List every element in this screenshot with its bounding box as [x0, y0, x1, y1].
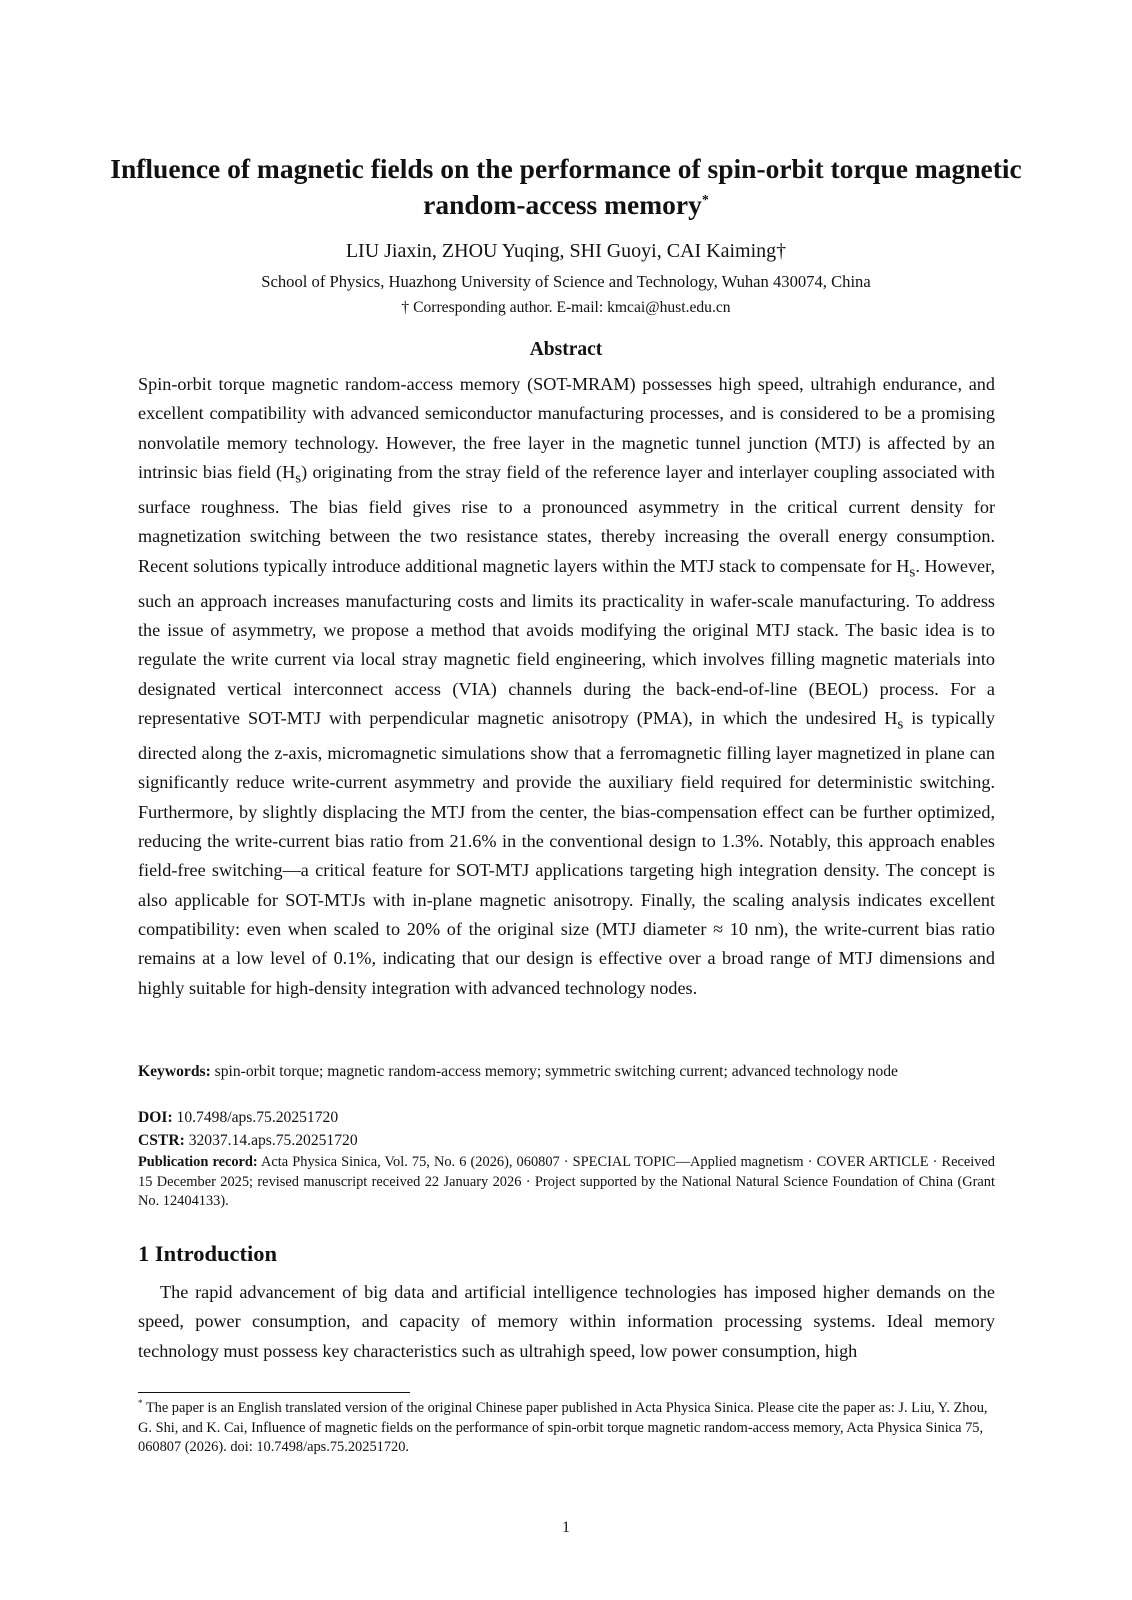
cstr	[138, 1130, 995, 1152]
footnote-text: The paper is an English translated version of the original Chinese paper published in Acta Physica Sinica. Please cite the paper as: J. Liu, Y. Zhou, G. Shi, and K. Cai, Influence of magnetic fields on the performance of spin-orbit torque magnetic random-access memory, Acta Physica Sinica 75, 060807 (2026). doi: 10.7498/aps.75.20251720.	[138, 1400, 988, 1456]
cstr-label: CSTR:	[138, 1132, 185, 1149]
doi	[138, 1107, 995, 1129]
abstract-part-2: ) originating from the stray field of the reference layer and interlayer coupling associated with surface roughness. The bias field gives rise to a pronounced asymmetry in the critical current density for magnetization switching between the two resistance states, thereby increasing the overall energy consumption. Recent solutions typically introduce additional magnetic layers within the MTJ stack to compensate for H	[138, 462, 995, 576]
cstr-value: 32037.14.aps.75.20251720	[184, 1132, 358, 1149]
keywords-value: spin-orbit torque; magnetic random-access memory; symmetric switching current; advanced technology node	[210, 1063, 898, 1080]
paper-title-text: Influence of magnetic fields on the performance of spin-orbit torque magnetic random-access memory	[110, 153, 1022, 220]
affiliation: School of Physics, Huazhong University of Science and Technology, Wuhan 430074, China	[261, 272, 871, 291]
author-list: LIU Jiaxin, ZHOU Yuqing, SHI Guoyi, CAI Kaiming†	[345, 240, 787, 262]
subscript-s: s	[295, 469, 302, 487]
keywords	[138, 1061, 995, 1083]
abstract-part-3: . However, such an approach increases manufacturing costs and limits its practicality in wafer-scale manufacturing. To address the issue of asymmetry, we propose a method that avoids modifying the original MTJ stack. The basic idea is to regulate the write current via local stray magnetic field engineering, which involves filling magnetic materials into designated vertical interconnect access (VIA) channels during the back-end-of-line (BEOL) process. For a representative SOT-MTJ with perpendicular magnetic anisotropy (PMA), in which the undesired H	[138, 555, 996, 729]
footnote-mark: *	[138, 1398, 143, 1409]
abstract-part-4: is typically directed along the z-axis, micromagnetic simulations show that a ferromagnetic filling layer magnetized in plane can significantly reduce write-current asymmetry and provide the auxiliary field required for deterministic switching. Furthermore, by slightly displacing the MTJ from the center, the bias-compensation effect can be further optimized, reducing the write-current bias ratio from 21.6% in the conventional design to 1.3%. Notably, this approach enables field-free switching—a critical feature for SOT-MTJ applications targeting high integration density. The concept is also applicable for SOT-MTJs with in-plane magnetic anisotropy. Finally, the scaling analysis indicates excellent compatibility: even when scaled to 20% of the original size (MTJ diameter ≈ 10 nm), the write-current bias ratio remains at a low level of 0.1%, indicating that our design is effective over a broad range of MTJ dimensions and highly suitable for high-density integration with advanced technology nodes.	[138, 708, 995, 998]
keywords-label: Keywords:	[138, 1063, 211, 1080]
introduction-text: The rapid advancement of big data and artificial intelligence technologies has imposed higher demands on the speed, power consumption, and capacity of memory within information processing systems. Ideal memory technology must possess key characteristics such as ultrahigh speed, low power consumption, high	[138, 1282, 995, 1361]
corresponding-author: † Corresponding author. E-mail: kmcai@hust.edu.cn	[401, 299, 731, 316]
publication-record-label: Publication record:	[138, 1154, 258, 1170]
publication-record-value: Acta Physica Sinica, Vol. 75, No. 6 (2026), 060807 · SPECIAL TOPIC—Applied magnetism · COVER ARTICLE · Received 15 December 2025; revised manuscript received 22 January 2026 · Project supported by the National Natural Science Foundation of China (Grant No. 12404133).	[138, 1154, 996, 1210]
footnote	[138, 1399, 995, 1458]
abstract-text	[138, 370, 995, 1003]
title-footnote-mark: *	[701, 192, 709, 208]
page-number: 1	[562, 1519, 570, 1536]
section-heading-introduction: 1 Introduction	[138, 1241, 277, 1266]
abstract-part-1: Spin-orbit torque magnetic random-access memory (SOT-MRAM) possesses high speed, ultrahigh endurance, and excellent compatibility with advanced semiconductor manufacturing processes, and is considered to be a promising nonvolatile memory technology. However, the free layer in the magnetic tunnel junction (MTJ) is affected by an intrinsic bias field (H	[138, 374, 995, 483]
subscript-s: s	[897, 715, 904, 733]
subscript-s: s	[909, 563, 916, 581]
doi-value: 10.7498/aps.75.20251720	[172, 1109, 339, 1126]
footnote-rule	[138, 1392, 410, 1393]
abstract-heading: Abstract	[529, 339, 603, 360]
paper-title	[100, 151, 1032, 223]
publication-record	[138, 1153, 995, 1212]
doi-label: DOI:	[138, 1109, 173, 1126]
